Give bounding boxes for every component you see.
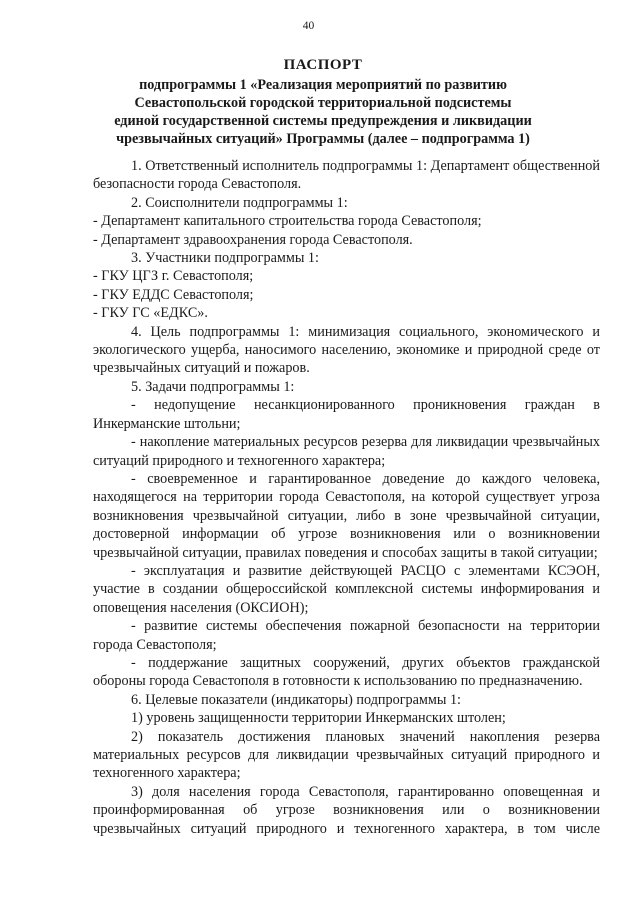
paragraph: 2) показатель достижения плановых значений накопления резерва материальных ресурсов для ликвидации чрезвычайных ситуаций природного и техногенного характера; [93,728,600,782]
paragraph: - эксплуатация и развитие действующей РАСЦО с элементами КСЭОН, участие в создании общероссийской комплексной системы информирования и оповещения населения (ОКСИОН); [93,562,600,616]
title-line: чрезвычайных ситуаций» Программы (далее – подпрограмма 1) [116,131,530,147]
paragraph: 3. Участники подпрограммы 1: [131,250,319,267]
paragraph: - поддержание защитных сооружений, других объектов гражданской обороны города Севастополя в готовности к использованию по предназначению. [93,654,600,690]
title-line: единой государственной системы предупреждения и ликвидации [114,113,532,129]
document-title [80,56,566,148]
paragraph: - Департамент капитального строительства города Севастополя; [93,213,482,230]
page-number: 40 [302,20,315,32]
paragraph: - Департамент здравоохранения города Севастополя. [93,231,413,248]
document-body [93,157,600,838]
paragraph: - накопление материальных ресурсов резерва для ликвидации чрезвычайных ситуаций природного и техногенного характера; [93,434,600,469]
paragraph: 1) уровень защищенности территории Инкерманских штолен; [131,710,506,727]
paragraph: 2. Соисполнители подпрограммы 1: [131,194,348,211]
title-line: подпрограммы 1 «Реализация мероприятий по развитию [139,77,507,93]
paragraph: - недопущение несанкционированного проникновения граждан в Инкерманские штольни; [93,397,600,432]
paragraph: - ГКУ ЕДДС Севастополя; [93,286,254,303]
paragraph: 6. Целевые показатели (индикаторы) подпрограммы 1: [131,691,461,708]
paragraph: 4. Цель подпрограммы 1: минимизация социального, экономического и экологического ущерба, наносимого населению, экономике и природной среде от чрезвычайных ситуаций и пожаров. [93,323,600,377]
paragraph: - развитие системы обеспечения пожарной безопасности на территории города Севастополя; [93,618,600,653]
paragraph: - ГКУ ЦГЗ г. Севастополя; [93,268,254,285]
paragraph: 1. Ответственный исполнитель подпрограммы 1: Департамент общественной безопасности города Севастополя. [93,158,600,193]
title-heading: ПАСПОРТ [283,57,363,73]
title-line: Севастопольской городской территориальной подсистемы [134,95,512,111]
paragraph: 3) доля населения города Севастополя, гарантированно оповещенная и проинформированная об угрозе возникновения или о возникновении чрезвычайных ситуаций природного и техногенного характера, в том числе [93,783,600,837]
paragraph: - ГКУ ГС «ЕДКС». [93,305,208,322]
paragraph: - своевременное и гарантированное доведение до каждого человека, находящегося на территории города Севастополя, на которой существует угроза возникновения чрезвычайной ситуации, либо в зоне чрезвычайной ситуации, достоверной информации об угрозе возникновения или о возникновении чрезвычайной ситуации, правилах поведения и способах защиты в такой ситуации; [93,470,600,561]
paragraph: 5. Задачи подпрограммы 1: [131,378,295,395]
